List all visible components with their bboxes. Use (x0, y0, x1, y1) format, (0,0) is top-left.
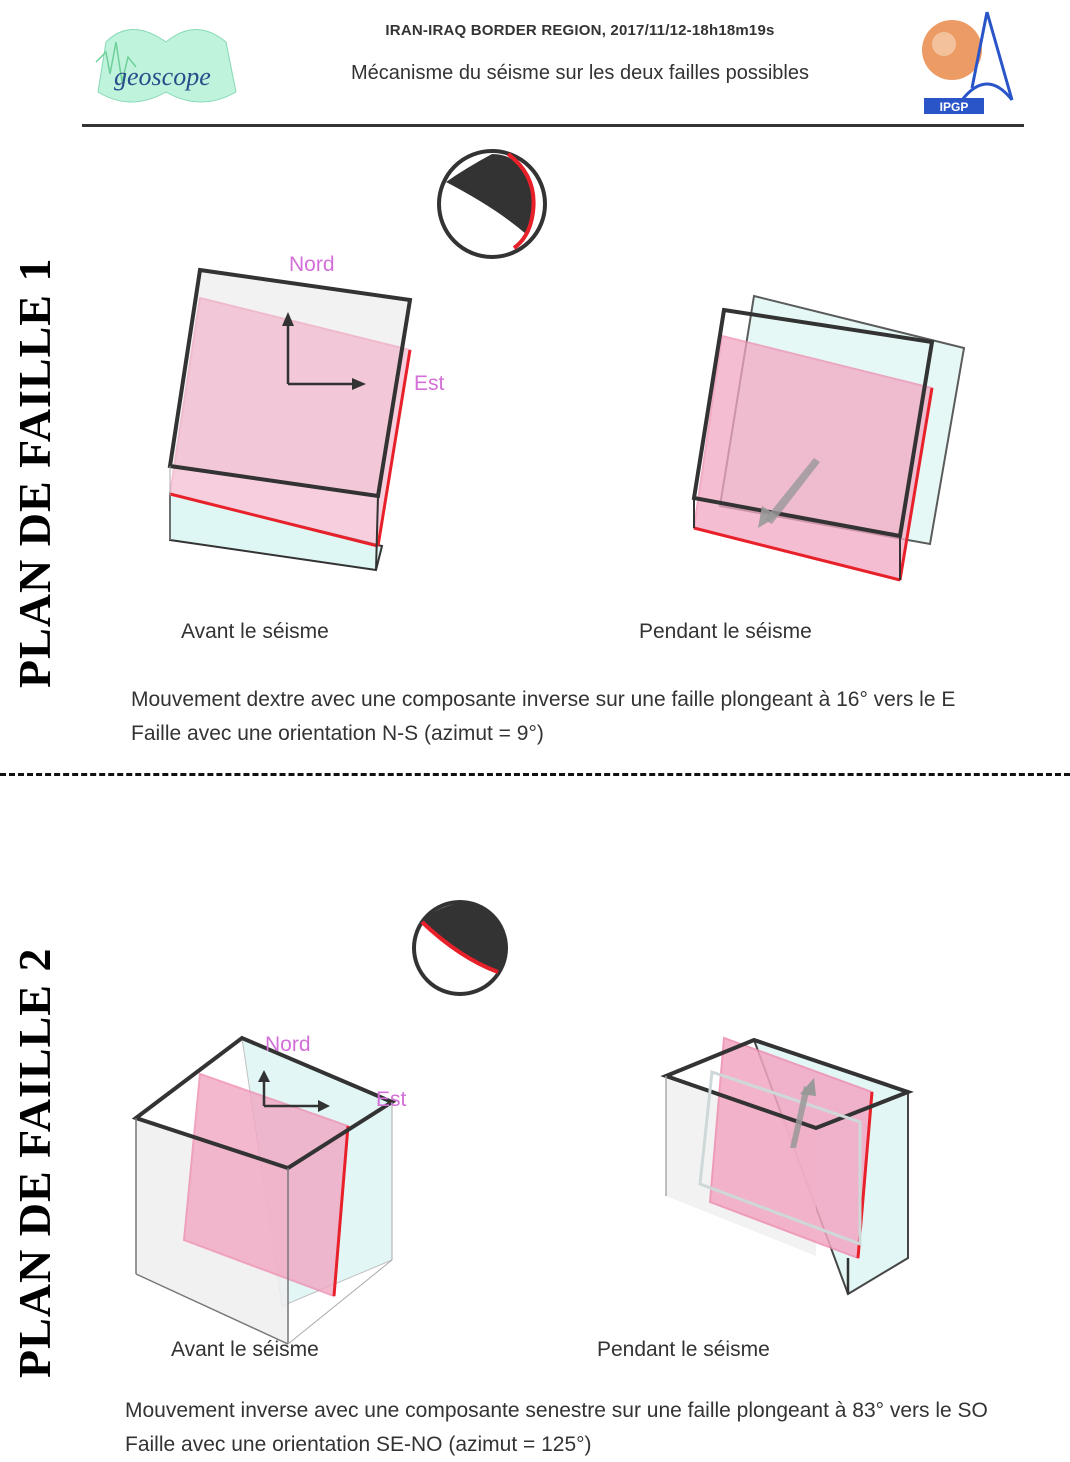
block-diagram-1-during (690, 292, 990, 602)
ipgp-logo-text: IPGP (939, 100, 969, 114)
description-1-line2: Faille avec une orientation N-S (azimut = 9°) (131, 722, 544, 745)
beachball-2 (410, 900, 520, 1000)
caption-during-2: Pendant le séisme (597, 1338, 770, 1361)
north-label-1: Nord (289, 253, 335, 276)
caption-before-2: Avant le séisme (171, 1338, 319, 1361)
geoscope-logo-text: geoscope (114, 62, 211, 91)
description-1-line1: Mouvement dextre avec une composante inverse sur une faille plongeant à 16° vers le E (131, 688, 956, 711)
block-diagram-2-before (132, 1034, 412, 1334)
caption-during-1: Pendant le séisme (639, 620, 812, 643)
ipgp-logo (912, 8, 1022, 126)
north-label-2: Nord (265, 1033, 311, 1056)
section-1-label: PLAN DE FAILLE 1 (9, 257, 60, 688)
description-2-line1: Mouvement inverse avec une composante senestre sur une faille plongeant à 83° vers le SO (125, 1399, 988, 1422)
caption-before-1: Avant le séisme (181, 620, 329, 643)
block-diagram-1-before (160, 258, 480, 598)
east-label-2: Est (376, 1088, 407, 1111)
description-1 (131, 683, 1051, 751)
section-separator (0, 773, 1070, 776)
header-divider (82, 124, 1024, 127)
ipgp-logo-graphic (912, 8, 1022, 126)
east-label-1: Est (414, 372, 445, 395)
description-2-line2: Faille avec une orientation SE-NO (azimut = 125°) (125, 1433, 592, 1456)
geoscope-logo (86, 12, 266, 112)
event-title: IRAN-IRAQ BORDER REGION, 2017/11/12-18h18m19s (385, 22, 775, 39)
block-diagram-2-during (664, 1036, 924, 1316)
beachball-1 (436, 148, 556, 268)
page-subtitle: Mécanisme du séisme sur les deux failles possibles (351, 62, 809, 84)
section-2-label: PLAN DE FAILLE 2 (9, 947, 60, 1378)
description-2 (125, 1394, 1045, 1462)
